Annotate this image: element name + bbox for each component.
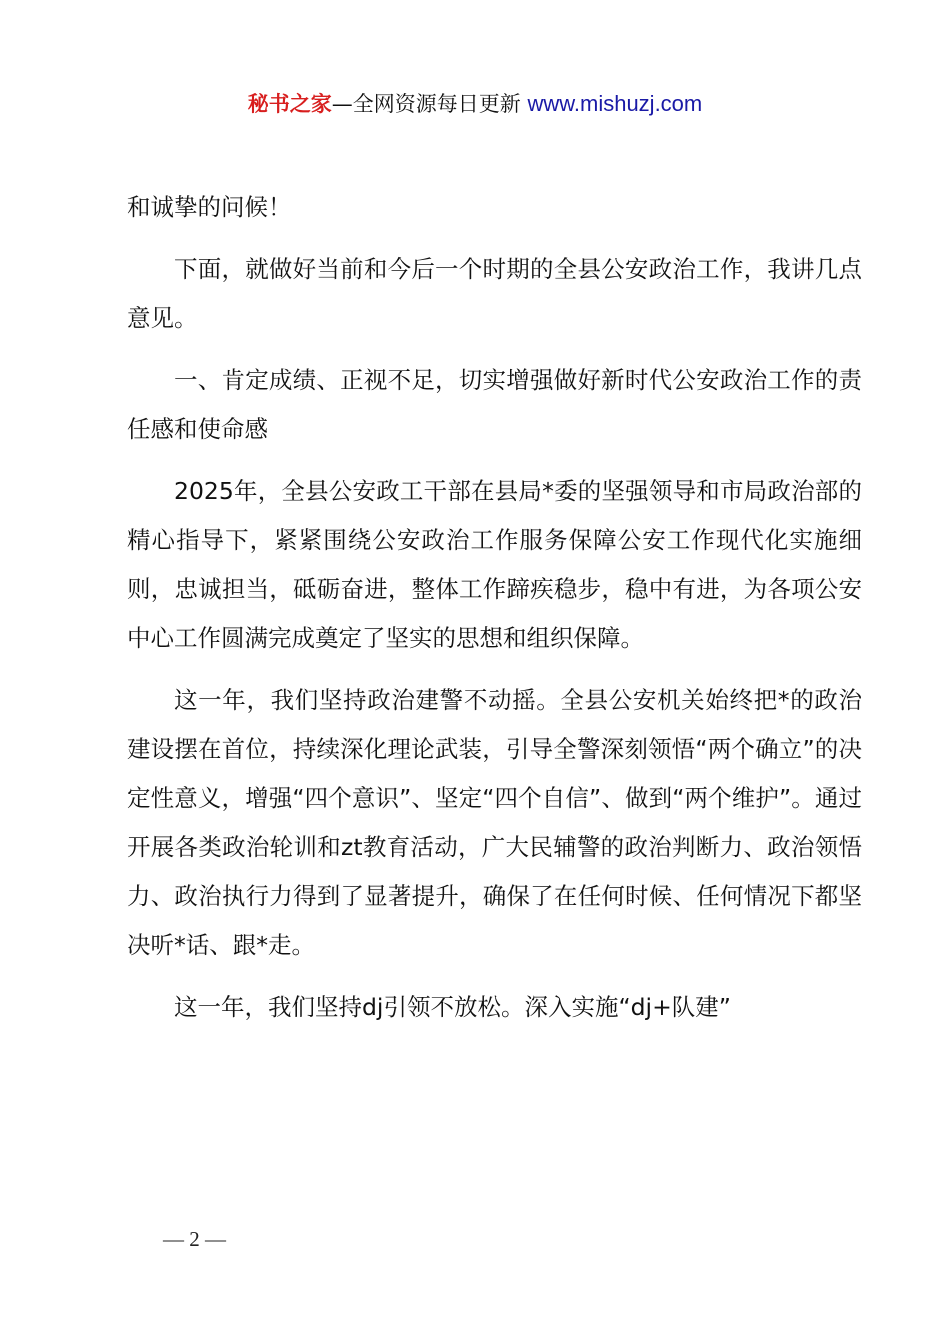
document-body (127, 183, 862, 1045)
section-heading-one: 一、肯定成绩、正视不足，切实增强做好新时代公安政治工作的责任感和使命感 (127, 366, 862, 443)
paragraph-party-leadership: 这一年，我们坚持dj引领不放松。深入实施“dj+队建” (174, 993, 731, 1021)
site-brand: 秘书之家 (247, 92, 332, 116)
paragraph-summary-2025: 2025年，全县公安政工干部在县局*委的坚强领导和市局政治部的精心指导下，紧紧围绕公安政治工作服务保障公安工作现代化实施细则，忠诚担当，砥砺奋进，整体工作蹄疾稳步，稳中有进，为各项公安中心工作圆满完成奠定了坚实的思想和组织保障。 (127, 477, 862, 652)
site-header (0, 88, 950, 120)
site-slogan: —全网资源每日更新 (331, 92, 521, 116)
page-number: — 2 — (163, 1227, 226, 1251)
paragraph-greeting: 和诚挚的问候！ (127, 193, 292, 221)
site-url-link[interactable]: www.mishuzj.com (527, 91, 703, 116)
paragraph-political-building: 这一年，我们坚持政治建警不动摇。全县公安机关始终把*的政治建设摆在首位，持续深化理论武装，引导全警深刻领悟“两个确立”的决定性意义，增强“四个意识”、坚定“四个自信”、做到“两个维护”。通过开展各类政治轮训和zt教育活动，广大民辅警的政治判断力、政治领悟力、政治执行力得到了显著提升，确保了在任何时候、任何情况下都坚决听*话、跟*走。 (127, 686, 862, 959)
paragraph-intro: 下面，就做好当前和今后一个时期的全县公安政治工作，我讲几点意见。 (127, 255, 862, 332)
